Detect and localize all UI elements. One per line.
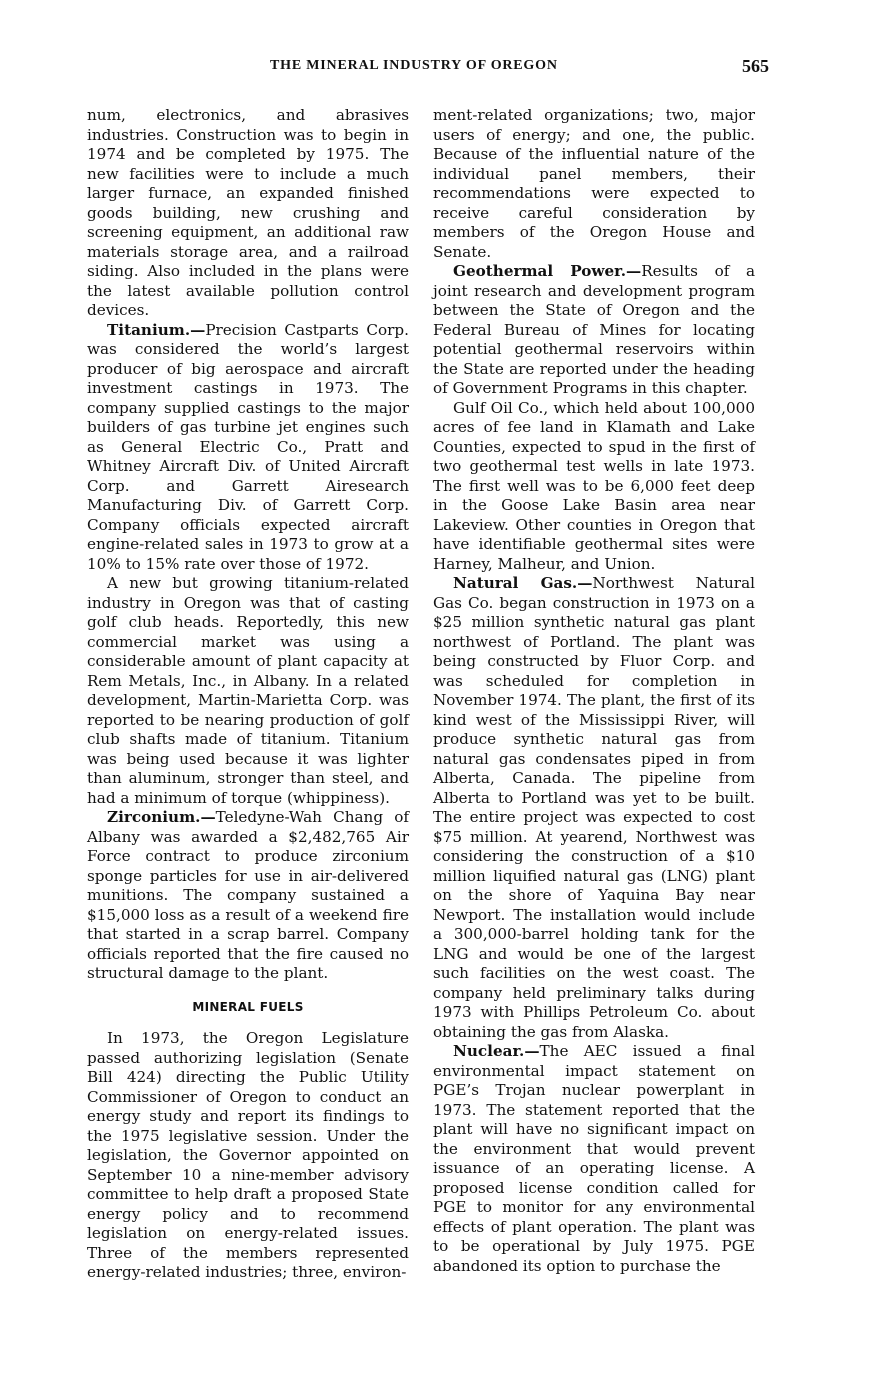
paragraph-nuclear-body: The AEC issued a final environmental impact statement on PGE’s Trojan nuclear powerplant in 1973. The statement reported that the plant will have no significant impact on the environment that would prevent issuance of an operating license. A proposed license condition called for PGE to monitor for any environmental effects of plant operation. The plant was to be operational by July 1975. PGE abandoned its option to purchase the <box>433 1042 755 1275</box>
paragraph-legislature: In 1973, the Oregon Legislature passed authorizing legislation (Senate Bill 424) directing the Public Utility Commissioner of Oregon to conduct an energy study and report its findings to the 1975 legislative session. Under the legislation, the Governor appointed on September 10 a nine-member advisory committee to help draft a proposed State energy policy and to recommend legislation on energy-related issues. Three of the members represented energy-related industries; three, environ- <box>87 1029 409 1281</box>
run-in-heading-geothermal: Geothermal Power.— <box>453 262 642 280</box>
right-column <box>433 106 755 1276</box>
page-number: 565 <box>742 56 769 76</box>
paragraph-abrasives-continued: num, electronics, and abrasives industries. Construction was to begin in 1974 and be completed by 1975. The new facilities were to include a much larger furnace, an expanded finished goods building, new crushing and screening equipment, an additional raw materials storage area, and a railroad siding. Also included in the plans were the latest available pollution control devices. <box>87 106 409 319</box>
paragraph-natural-gas-body: Northwest Natural Gas Co. began construction in 1973 on a $25 million synthetic natural gas plant northwest of Portland. The plant was being constructed by Fluor Corp. and was scheduled for completion in November 1974. The plant, the first of its kind west of the Mississippi River, will produce synthetic natural gas from natural gas condensates piped in from Alberta, Canada. The pipeline from Alberta to Portland was yet to be built. The entire project was expected to cost $75 million. At yearend, Northwest was considering the construction of a $10 million liquified natural gas (LNG) plant on the shore of Yaquina Bay near Newport. The installation would include a 300,000-barrel holding tank for the LNG and would be one of the largest such facilities on the west coast. The company held preliminary talks during 1973 with Phillips Petroleum Co. about obtaining the gas from Alaska. <box>433 574 755 1041</box>
paragraph-natural-gas <box>433 574 755 1042</box>
run-in-heading-natural-gas: Natural Gas.— <box>453 574 593 592</box>
page-header <box>0 56 872 80</box>
paragraph-nuclear <box>433 1042 755 1276</box>
running-title: THE MINERAL INDUSTRY OF OREGON <box>270 58 558 73</box>
paragraph-titanium-body: Precision Castparts Corp. was considered the world’s largest producer of big aerospace and aircraft investment castings in 1973. The company supplied castings to the major builders of gas turbine jet engines such as General Electric Co., Pratt and Whitney Aircraft Div. of United Aircraft Corp. and Garrett Airesearch Manufacturing Div. of Garrett Corp. Company officials expected aircraft engine-related sales in 1973 to grow at a 10% to 15% rate over those of 1972. <box>87 320 409 573</box>
paragraph-titanium <box>87 321 409 575</box>
paragraph-zirconium <box>87 808 409 984</box>
left-column <box>87 106 409 1283</box>
run-in-heading-titanium: Titanium.— <box>107 320 206 339</box>
paragraph-organizations-continued: ment-related organizations; two, major users of energy; and one, the public. Because of the influential nature of the individual panel members, their recommendations were expected to receive careful consideration by members of the Oregon House and Senate. <box>433 106 755 261</box>
paragraph-geothermal <box>433 262 755 399</box>
paragraph-golf-club: A new but growing titanium-related industry in Oregon was that of casting golf club heads. Reportedly, this new commercial market was using a considerable amount of plant capacity at Rem Metals, Inc., in Albany. In a related development, Martin-Marietta Corp. was reported to be nearing production of golf club shafts made of titanium. Titanium was being used because it was lighter than aluminum, stronger than steel, and had a minimum of torque (whippiness). <box>87 574 409 807</box>
run-in-heading-nuclear: Nuclear.— <box>453 1042 540 1060</box>
section-heading-mineral-fuels: MINERAL FUELS <box>192 999 304 1014</box>
paragraph-geothermal-body: Results of a joint research and development program between the State of Oregon and the Federal Bureau of Mines for locating potential geothermal reservoirs within the State are reported under the heading of Government Programs in this chapter. <box>433 262 755 397</box>
paragraph-zirconium-body: Teledyne-Wah Chang of Albany was awarded a $2,482,765 Air Force contract to produce zirconium sponge particles for use in air-delivered munitions. The company sustained a $15,000 loss as a result of a weekend fire that started in a scrap barrel. Company officials reported that the fire caused no structural damage to the plant. <box>87 808 409 982</box>
paragraph-gulf-oil: Gulf Oil Co., which held about 100,000 acres of fee land in Klamath and Lake Counties, expected to spud in the first of two geothermal test wells in late 1973. The first well was to be 6,000 feet deep in the Goose Lake Basin area near Lakeview. Other counties in Oregon that have identifiable geothermal sites were Harney, Malheur, and Union. <box>433 398 755 573</box>
run-in-heading-zirconium: Zirconium.— <box>107 808 216 826</box>
